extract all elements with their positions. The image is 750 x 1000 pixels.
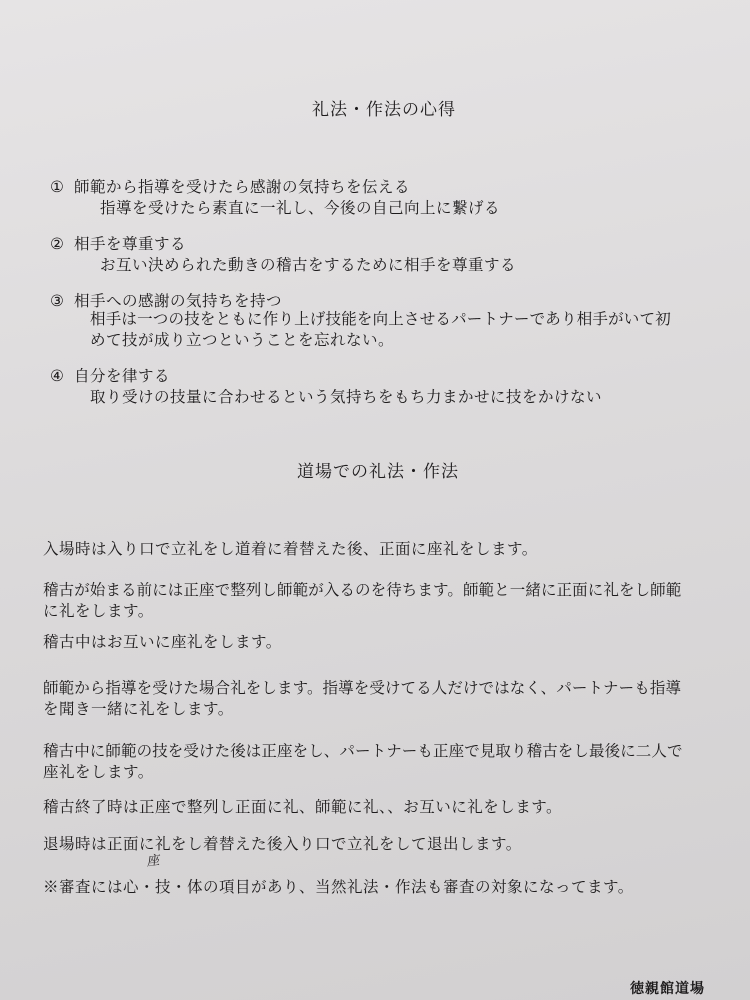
item-detail-3b: めて技が成り立つということを忘れない。 (90, 331, 395, 349)
paragraph-start-line1: 稽古が始まる前には正座で整列し師範が入るのを待ちます。師範と一緒に正面に礼をし師範 (43, 581, 682, 599)
item-heading-text-3: 相手への感謝の気持ちを持つ (74, 292, 283, 310)
section-title-dojo-etiquette: 道場での礼法・作法 (297, 462, 459, 482)
paragraph-exam-note: ※審査には心・技・体の項目があり、当然礼法・作法も審査の対象になってます。 (43, 878, 634, 896)
paragraph-technique-line2: 座礼をします。 (43, 763, 154, 781)
item-detail-2: お互い決められた動きの稽古をするために相手を尊重する (100, 256, 517, 274)
item-detail-3a: 相手は一つの技をともに作り上げ技能を向上させるパートナーであり相手がいて初 (90, 310, 671, 328)
paragraph-exit: 退場時は正面に礼をし着替えた後入り口で立礼をして退出します。 (43, 835, 522, 853)
item-heading-text-1: 師範から指導を受けたら感謝の気持ちを伝える (74, 178, 411, 196)
handwritten-correction: 座 (145, 853, 161, 870)
item-heading-text-2: 相手を尊重する (74, 235, 187, 253)
dojo-name: 徳親館道場 (630, 981, 705, 997)
item-detail-1: 指導を受けたら素直に一礼し、今後の自己向上に繋げる (100, 199, 501, 217)
item-heading-2 (50, 232, 186, 254)
paragraph-instruction-line2: を聞き一緒に礼をします。 (43, 700, 234, 718)
paragraph-technique-line1: 稽古中に師範の技を受けた後は正座をし、パートナーも正座で見取り稽古をし最後に二人で (43, 742, 683, 760)
item-number-2: ② (50, 235, 65, 253)
item-number-1: ① (50, 178, 65, 196)
item-heading-4 (50, 364, 170, 386)
item-detail-4: 取り受けの技量に合わせるという気持ちをもち力まかせに技をかけない (90, 388, 603, 406)
paragraph-during: 稽古中はお互いに座礼をします。 (43, 633, 282, 651)
paragraph-start-line2: に礼をします。 (43, 602, 154, 620)
paragraph-entry: 入場時は入り口で立礼をし道着に着替えた後、正面に座礼をします。 (43, 540, 538, 558)
paragraph-end: 稽古終了時は正座で整列し正面に礼、師範に礼、、お互いに礼をします。 (43, 798, 563, 816)
item-number-3: ③ (50, 292, 65, 310)
item-number-4: ④ (50, 367, 65, 385)
item-heading-text-4: 自分を律する (74, 367, 171, 385)
paragraph-instruction-line1: 師範から指導を受けた場合礼をします。指導を受けてる人だけではなく、パートナーも指導 (43, 679, 682, 697)
section-title-etiquette-mindset: 礼法・作法の心得 (312, 100, 456, 120)
item-heading-1 (50, 175, 410, 197)
